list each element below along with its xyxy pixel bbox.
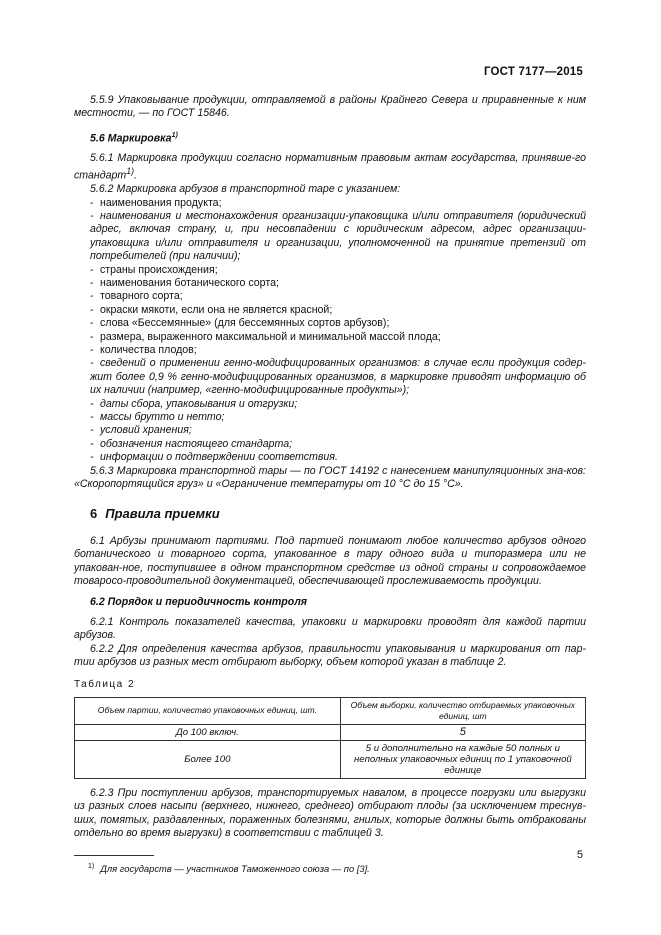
table-caption: Таблица 2 xyxy=(74,678,136,690)
page-number: 5 xyxy=(576,849,583,861)
list-dash: - xyxy=(90,357,94,370)
table-cell-sample: 5 и дополнительно на каждые 50 полных и неполных упаковочных единиц по 1 упаковочной единице xyxy=(340,740,585,778)
table-header-row xyxy=(75,697,586,724)
list-dash: - xyxy=(90,303,94,316)
footnote-text: Для государств — участников Таможенного союза — по [3]. xyxy=(100,862,370,874)
list-dash: - xyxy=(90,209,94,222)
clause-5-6-1 xyxy=(74,152,586,183)
list-item-text: наименования продукта; xyxy=(100,196,222,209)
section-5-6-title: 5.6 Маркировка xyxy=(90,132,172,145)
table-cell-lot: Более 100 xyxy=(75,740,341,778)
clause-5-6-1-text: 5.6.1 Маркировка продукции согласно нормативным правовым актам государства, принявше-го стандарт xyxy=(74,151,586,182)
table-header-sample: Объем выборки, количество отбираемых упаковочных единиц, шт xyxy=(340,697,585,724)
list-dash: - xyxy=(90,451,94,464)
list-item xyxy=(74,290,586,303)
list-item xyxy=(74,411,586,424)
section-6-number: 6 xyxy=(90,506,98,522)
list-dash: - xyxy=(90,290,94,303)
clause-5-5-9: 5.5.9 Упаковывание продукции, отправляемой в районы Крайнего Севера и приравненные к ним местности, — по ГОСТ 15846. xyxy=(74,94,586,120)
table-row xyxy=(75,740,586,778)
list-item-text: слова «Бессемянные» (для бессемянных сортов арбузов); xyxy=(100,317,390,330)
footnote-ref: 1) xyxy=(171,131,178,139)
clause-5-6-3: 5.6.3 Маркировка транспортной тары — по ГОСТ 14192 с нанесением манипуляционных зна-ков: «Скоропортящийся груз» и «Ограничение температуры от 10 °С до 15 °С». xyxy=(74,464,586,491)
list-item-text: окраски мякоти, если она не является красной; xyxy=(100,303,333,316)
list-dash: - xyxy=(90,276,94,289)
list-item xyxy=(74,264,586,277)
table-row xyxy=(75,724,586,740)
list-item xyxy=(74,197,586,210)
list-item xyxy=(74,451,586,464)
list-dash: - xyxy=(90,317,94,330)
footnote xyxy=(74,860,586,876)
sampling-table xyxy=(74,697,586,779)
list-item xyxy=(74,317,586,330)
clause-6-2-heading: 6.2 Порядок и периодичность контроля xyxy=(90,596,308,609)
footnote-ref: 1) xyxy=(126,166,135,177)
clause-6-1: 6.1 Арбузы принимают партиями. Под партией понимают любое количество арбузов одного ботанического и товарного сорта, упакованное в тару одного вида и типоразмера или не упакован-ное, поступившее в одном транспортном средстве из одной страны и сопровождаемое товаросо-проводительной документацией, обеспечивающей прослеживаемость продукции. xyxy=(74,534,586,588)
list-item-text: количества плодов; xyxy=(100,343,197,356)
list-item xyxy=(74,438,586,451)
list-dash: - xyxy=(90,330,94,343)
page-content xyxy=(74,94,586,875)
list-item xyxy=(74,277,586,290)
clause-6-2-1: 6.2.1 Контроль показателей качества, упаковки и маркировки проводят для каждой партии арбузов. xyxy=(74,615,586,642)
list-item-text: сведений о применении генно-модифицированных организмов: в случае если продукция содер-жит более 0,9 % генно-модифицированных организмов, в маркировке приводят информацию об их наличии (например, «генно-модифицированные продукты»); xyxy=(90,357,586,397)
list-dash: - xyxy=(90,196,94,209)
list-item-text: товарного сорта; xyxy=(100,290,183,303)
clause-6-2-2: 6.2.2 Для определения качества арбузов, правильности упаковывания и маркирования от пар-тии арбузов из разных мест отбирают выборку, объем которой указан в таблице 2. xyxy=(74,642,586,669)
footnote-divider xyxy=(74,855,154,856)
list-item-text: даты сбора, упаковывания и отгрузки; xyxy=(100,397,298,410)
marking-list xyxy=(74,197,586,465)
list-item-text: условий хранения; xyxy=(100,424,192,437)
list-item xyxy=(74,210,586,264)
list-item-text: страны происхождения; xyxy=(100,263,218,276)
list-item xyxy=(74,398,586,411)
list-dash: - xyxy=(90,437,94,450)
clause-5-6-1-tail: . xyxy=(134,169,138,182)
footnote-mark: 1) xyxy=(88,862,95,870)
list-item xyxy=(74,357,586,397)
list-item xyxy=(74,304,586,317)
standard-header: ГОСТ 7177—2015 xyxy=(483,66,583,78)
list-item-text: информации о подтверждении соответствия. xyxy=(100,451,338,464)
list-item xyxy=(74,344,586,357)
list-item xyxy=(74,424,586,437)
list-dash: - xyxy=(90,343,94,356)
list-item-text: обозначения настоящего стандарта; xyxy=(100,437,293,450)
table-cell-sample: 5 xyxy=(340,724,585,740)
section-6-heading xyxy=(74,507,586,520)
list-item xyxy=(74,331,586,344)
list-item-text: наименования и местонахождения организации-упаковщика и/или отправителя (юридический адрес, включая страну, и, при несовпадении с юридическим адресом, адрес организации-упаковщика и/или отправителя и организации, уполномоченной на принятие претензий от потребителей (при наличии); xyxy=(90,209,586,263)
list-item-text: размера, выраженного максимальной и минимальной массой плода; xyxy=(100,330,441,343)
list-dash: - xyxy=(90,424,94,437)
list-dash: - xyxy=(90,263,94,276)
clause-5-6-2: 5.6.2 Маркировка арбузов в транспортной таре с указанием: xyxy=(90,183,401,196)
section-5-6-heading xyxy=(74,129,586,146)
list-dash: - xyxy=(90,397,94,410)
clause-6-2-3: 6.2.3 При поступлении арбузов, транспортируемых навалом, в процессе погрузки или выгрузки из разных слоев насыпи (верхнего, нижнего, среднего) отбирают плоды (за исключением треснув-ших, помятых, раздавленных, пораженных болезнями, гнилых, которые должны быть отбракованы отдельно во время выгрузки) в соответствии с таблицей 3. xyxy=(74,786,586,840)
list-dash: - xyxy=(90,411,94,423)
list-item-text: наименования ботанического сорта; xyxy=(100,276,279,289)
list-item-text: массы брутто и нетто; xyxy=(100,411,225,423)
table-cell-lot: До 100 включ. xyxy=(75,724,341,740)
section-6-title: Правила приемки xyxy=(105,506,220,522)
table-header-lot: Объем партии, количество упаковочных единиц, шт. xyxy=(75,697,341,724)
